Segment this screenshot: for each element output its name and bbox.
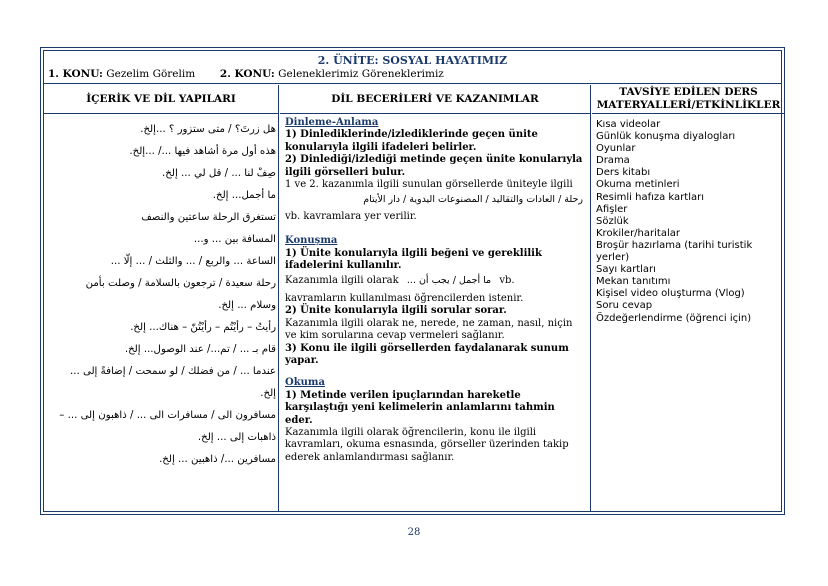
reading-note: Kazanımla ilgili olarak öğrencilerin, konu ile ilgili kavramları, okuma esnasında, görseller üzerinden takip ederek anlamlandırması sağlanır.	[285, 426, 569, 463]
reading-title: Okuma	[285, 377, 325, 389]
list-item: Kısa videolar	[596, 119, 661, 130]
listening-objective-2: 2) Dinlediği/izlediği metinde geçen ünite konularıyla ilgili görselleri bulur.	[285, 154, 583, 178]
list-item: صِفْ لنا ... / قل لي ... إلخ.	[162, 168, 276, 179]
speaking-arabic-terms: ما أجمل / يجب أن ...	[406, 275, 492, 287]
content-structures-list	[48, 119, 276, 471]
table-inner-border	[43, 50, 782, 512]
list-item: عندما ... / من فضلك / لو سمحت / إضافةً إلى ...	[70, 366, 276, 377]
list-item: yerler)	[596, 252, 630, 264]
list-item: Okuma metinleri	[596, 179, 680, 191]
list-item: Resimli hafıza kartları	[596, 191, 705, 203]
materials-list	[596, 119, 786, 325]
listening-note: 1 ve 2. kazanımla ilgili sunulan görsellerde üniteyle ilgili	[285, 179, 573, 191]
list-item: هذه أول مرة أشاهد فيها .../ ...إلخ.	[129, 146, 276, 157]
list-item: Mekan tanıtımı	[596, 276, 671, 288]
listening-title: Dinleme-Anlama	[285, 117, 379, 128]
list-item: رأيتُ – رأيْتُم – رأيْتُنّ – هناك... إلخ.	[130, 322, 276, 333]
listening-objective-1: 1) Dinlediklerinde/izlediklerinde geçen ünite konularıyla ilgili ifadeleri belirler.	[285, 129, 538, 153]
konu1-value: Gezelim Görelim	[106, 68, 196, 80]
konu2-label: 2. KONU:	[219, 68, 275, 80]
column-header-materials	[592, 85, 785, 114]
list-item: Broşür hazırlama (tarihi turistik	[596, 239, 753, 251]
list-item: وسلام ... إلخ.	[218, 300, 276, 311]
column-divider	[590, 85, 591, 511]
speaking-objective-2: 2) Ünite konularıyla ilgili sorular sorar.	[285, 305, 507, 317]
list-item: ما أجمل... إلخ.	[212, 190, 276, 201]
list-item: Ders kitabı	[596, 167, 651, 179]
list-item: المسافة بين ... و...	[193, 234, 276, 245]
unit-header	[44, 51, 781, 84]
list-item: Sayı kartları	[596, 264, 656, 276]
list-item: Günlük konuşma diyalogları	[596, 131, 736, 143]
listening-arabic-terms: رحلة / العادات والتقاليد / المصنوعات اليدوية / دار الأيتام	[363, 194, 583, 206]
skills-column	[285, 117, 583, 464]
speaking-objective-3: 3) Konu ile ilgili görsellerden faydalanarak sunum yapar.	[285, 342, 569, 366]
speaking-note-start: Kazanımla ilgili olarak	[285, 275, 399, 287]
list-item: مسافرون الى / مسافرات الى ... / ذاهبون إلى ... –	[59, 410, 276, 421]
column-header-skills-label: DİL BECERİLERİ VE KAZANIMLAR	[331, 92, 539, 105]
list-item: Krokiler/haritalar	[596, 227, 680, 239]
speaking-note-vb: vb.	[499, 275, 515, 287]
list-item: Oyunlar	[596, 143, 636, 155]
list-item: تستغرق الرحلة ساعتين والنصف	[141, 212, 276, 223]
speaking-note-3: Kazanımla ilgili olarak ne, nerede, ne zaman, nasıl, niçin ve kim sorularına cevap vermeleri sağlanır.	[285, 317, 573, 342]
list-item: Soru cevap	[596, 300, 653, 312]
list-item: Sözlük	[596, 215, 629, 227]
list-item: Kişisel video oluşturma (Vlog)	[596, 288, 745, 300]
list-item: Afişler	[596, 203, 628, 215]
listening-note-end: vb. kavramlara yer verilir.	[285, 210, 417, 222]
speaking-objective-1: 1) Ünite konularıyla ilgili beğeni ve gereklilik ifadelerini kullanılır.	[285, 247, 542, 272]
konu-line	[48, 68, 444, 80]
curriculum-table	[40, 47, 785, 515]
reading-objective-1: 1) Metinde verilen ipuçlarından hareketle karşılaştığı yeni kelimelerin anlamlarını tahmin eder.	[285, 389, 555, 426]
column-header-materials-label	[597, 86, 781, 112]
list-item: الساعة ... والربع / ... والثلث / ... إلّا ...	[110, 256, 276, 267]
list-item: رحلة سعيدة / ترجعون بالسلامة / وصلت بأمن	[85, 278, 276, 289]
column-header-materials-line1: TAVSİYE EDİLEN DERS	[619, 86, 758, 98]
list-item: إلخ.	[260, 388, 276, 399]
column-header-content	[44, 85, 278, 114]
list-item: قام بـ ... / تم.../ عند الوصول... إلخ.	[124, 344, 276, 355]
list-item: مسافرين .../ ذاهبين ... إلخ.	[159, 454, 276, 465]
page-number: 28	[407, 527, 421, 538]
speaking-note-2: kavramların kullanılması öğrencilerden istenir.	[285, 292, 524, 304]
list-item: Drama	[596, 155, 630, 167]
konu1-label: 1. KONU:	[48, 68, 103, 80]
column-header-skills	[280, 85, 590, 114]
column-divider	[278, 85, 279, 511]
list-item: ذاهبات إلى ... إلخ.	[197, 432, 276, 443]
unit-title: 2. ÜNİTE: SOSYAL HAYATIMIZ	[317, 54, 508, 67]
column-header-content-label: İÇERİK VE DİL YAPILARI	[86, 92, 236, 105]
column-header-materials-line2: MATERYALLERİ/ETKİNLİKLER	[596, 99, 781, 111]
konu2-value: Geleneklerimiz Göreneklerimiz	[278, 68, 444, 80]
speaking-title: Konuşma	[285, 235, 338, 247]
speaking-note	[285, 275, 583, 287]
list-item: هل زرتَ؟ / متى ستزور ؟ ...إلخ.	[140, 124, 276, 135]
list-item: Özdeğerlendirme (öğrenci için)	[596, 312, 752, 324]
